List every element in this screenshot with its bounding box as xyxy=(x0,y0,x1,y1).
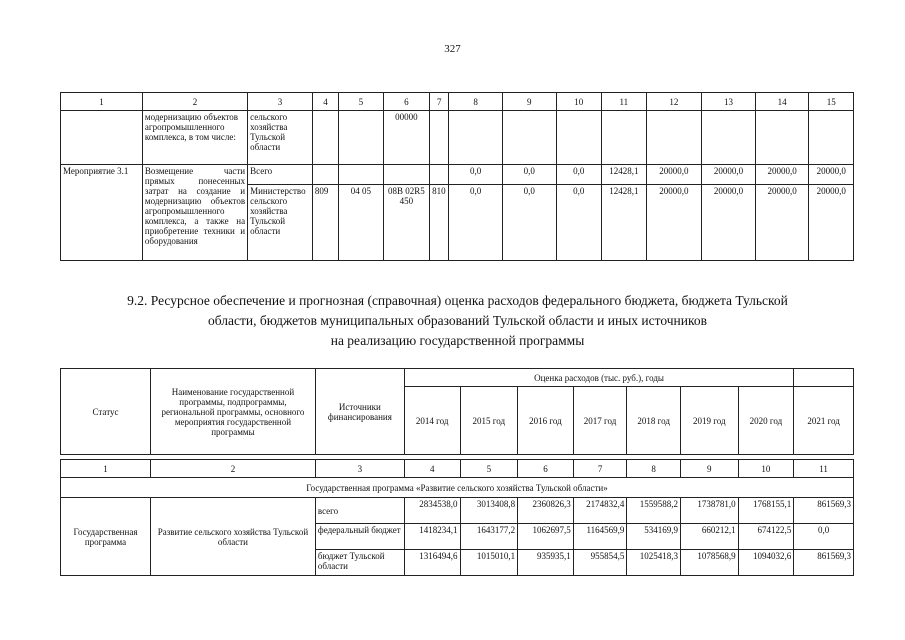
table-cell: Возмещение части прямых понесенных затрат на создание и модернизацию объектов агропромышленного комплекса, а также на приобретение техники и оборудования xyxy=(142,165,247,261)
table-header-row xyxy=(61,369,854,387)
value-cell: 1094032,6 xyxy=(738,550,794,576)
value-cell: 2174832,4 xyxy=(573,498,627,524)
table-cell xyxy=(602,111,647,165)
year-header: 2018 год xyxy=(627,387,681,455)
value-cell: 1078568,9 xyxy=(680,550,738,576)
col-header: 8 xyxy=(449,93,503,111)
col-number: 11 xyxy=(794,460,854,478)
table-cell xyxy=(312,165,338,185)
table-cell: 20000,0 xyxy=(702,185,756,261)
table-cell: 0,0 xyxy=(556,165,602,185)
table-cell xyxy=(339,111,384,165)
table-cell: 0,0 xyxy=(502,165,556,185)
table-cell: 809 xyxy=(312,185,338,261)
table-cell: 20000,0 xyxy=(755,185,809,261)
col-number: 1 xyxy=(61,460,151,478)
heading-line: на реализацию государственной программы xyxy=(330,333,585,348)
year-header: 2015 год xyxy=(460,387,518,455)
table-cell: 810 xyxy=(430,185,449,261)
col-number: 2 xyxy=(151,460,316,478)
table-cell: 20000,0 xyxy=(702,165,756,185)
year-header: 2020 год xyxy=(738,387,794,455)
col-header: 15 xyxy=(809,93,854,111)
table-cell: 12428,1 xyxy=(602,165,647,185)
source-cell: федеральный бюджет xyxy=(315,524,404,550)
heading-line: 9.2. Ресурсное обеспечение и прогнозная (справочная) оценка расходов федерального бюджета, бюджета Тульской xyxy=(127,293,788,308)
col-number: 6 xyxy=(518,460,574,478)
table-cell: Всего xyxy=(248,165,313,185)
expense-table xyxy=(60,92,854,261)
table-cell: модернизацию объектов агропромышленного комплекса, в том числе: xyxy=(142,111,247,165)
col-header: 4 xyxy=(312,93,338,111)
col-number: 5 xyxy=(460,460,518,478)
name-cell: Развитие сельского хозяйства Тульской области xyxy=(151,498,316,576)
col-header: 13 xyxy=(702,93,756,111)
table-row xyxy=(61,165,854,185)
table-cell xyxy=(383,165,430,185)
value-cell: 3013408,8 xyxy=(460,498,518,524)
col-header: 3 xyxy=(248,93,313,111)
value-cell: 1164569,9 xyxy=(573,524,627,550)
table-cell xyxy=(430,165,449,185)
table-row xyxy=(61,111,854,165)
col-number: 7 xyxy=(573,460,627,478)
table-cell xyxy=(449,111,503,165)
table-cell: 0,0 xyxy=(556,185,602,261)
value-cell: 674122,5 xyxy=(738,524,794,550)
status-cell: Государственная программа xyxy=(61,498,151,576)
value-cell: 1025418,3 xyxy=(627,550,681,576)
table-cell xyxy=(502,111,556,165)
table-cell xyxy=(312,111,338,165)
heading-line: области, бюджетов муниципальных образований Тульской области и иных источников xyxy=(208,313,707,328)
col-header: 10 xyxy=(556,93,602,111)
table-cell: Мероприятие 3.1 xyxy=(61,165,143,261)
status-header: Статус xyxy=(61,369,151,455)
table-cell: 20000,0 xyxy=(755,165,809,185)
value-cell: 1062697,5 xyxy=(518,524,574,550)
table-cell xyxy=(61,111,143,165)
value-cell: 861569,3 xyxy=(794,550,854,576)
value-cell: 2360826,3 xyxy=(518,498,574,524)
value-cell: 1643177,2 xyxy=(460,524,518,550)
program-title-row xyxy=(61,478,854,498)
col-header: 7 xyxy=(430,93,449,111)
value-cell: 1559588,2 xyxy=(627,498,681,524)
page-number: 327 xyxy=(444,43,461,55)
col-number: 8 xyxy=(627,460,681,478)
table-cell xyxy=(430,111,449,165)
col-number: 4 xyxy=(404,460,460,478)
table-cell: 04 05 xyxy=(339,185,384,261)
table-header-row xyxy=(61,93,854,111)
table-cell: 0,0 xyxy=(449,165,503,185)
table-cell xyxy=(339,165,384,185)
col-header: 1 xyxy=(61,93,143,111)
year-header: 2017 год xyxy=(573,387,627,455)
table-cell xyxy=(794,369,854,387)
name-header: Наименование государственной программы, подпрограммы, региональной программы, основного мероприятия государственной программы xyxy=(151,369,316,455)
table-cell xyxy=(755,111,809,165)
value-cell: 0,0 xyxy=(794,524,854,550)
value-cell: 935935,1 xyxy=(518,550,574,576)
table-cell: сельского хозяйства Тульской области xyxy=(248,111,313,165)
year-header: 2016 год xyxy=(518,387,574,455)
number-row xyxy=(61,460,854,478)
value-cell: 955854,5 xyxy=(573,550,627,576)
table-cell: 0,0 xyxy=(502,185,556,261)
col-header: 14 xyxy=(755,93,809,111)
col-number: 3 xyxy=(315,460,404,478)
col-header: 12 xyxy=(646,93,702,111)
col-header: 11 xyxy=(602,93,647,111)
col-header: 6 xyxy=(383,93,430,111)
source-cell: бюджет Тульской области xyxy=(315,550,404,576)
table-cell: 08В 02R5 450 xyxy=(383,185,430,261)
table-cell: 0,0 xyxy=(449,185,503,261)
value-cell: 660212,1 xyxy=(680,524,738,550)
source-header: Источники финансирования xyxy=(315,369,404,455)
table-cell: 12428,1 xyxy=(602,185,647,261)
col-header: 5 xyxy=(339,93,384,111)
value-cell: 2834538,0 xyxy=(404,498,460,524)
table-cell: 20000,0 xyxy=(646,185,702,261)
value-cell: 534169,9 xyxy=(627,524,681,550)
table-cell xyxy=(556,111,602,165)
program-title: Государственная программа «Развитие сельского хозяйства Тульской области» xyxy=(61,478,854,498)
value-cell: 1768155,1 xyxy=(738,498,794,524)
section-heading xyxy=(60,291,855,351)
value-cell: 1316494,6 xyxy=(404,550,460,576)
year-header: 2019 год xyxy=(680,387,738,455)
table-cell xyxy=(702,111,756,165)
value-cell: 1738781,0 xyxy=(680,498,738,524)
table-cell: 20000,0 xyxy=(809,165,854,185)
table-cell: 20000,0 xyxy=(646,165,702,185)
col-header: 2 xyxy=(142,93,247,111)
value-cell: 1015010,1 xyxy=(460,550,518,576)
table-cell: 00000 xyxy=(383,111,430,165)
table-cell: Министерство сельского хозяйства Тульской области xyxy=(248,185,313,261)
table-cell: 20000,0 xyxy=(809,185,854,261)
col-number: 9 xyxy=(680,460,738,478)
table-row xyxy=(61,498,854,524)
resource-table xyxy=(60,368,854,576)
table-cell xyxy=(646,111,702,165)
col-header: 9 xyxy=(502,93,556,111)
table-cell xyxy=(809,111,854,165)
value-cell: 1418234,1 xyxy=(404,524,460,550)
year-header: 2021 год xyxy=(794,387,854,455)
value-cell: 861569,3 xyxy=(794,498,854,524)
col-number: 10 xyxy=(738,460,794,478)
estimate-header: Оценка расходов (тыс. руб.), годы xyxy=(404,369,793,387)
source-cell: всего xyxy=(315,498,404,524)
year-header: 2014 год xyxy=(404,387,460,455)
